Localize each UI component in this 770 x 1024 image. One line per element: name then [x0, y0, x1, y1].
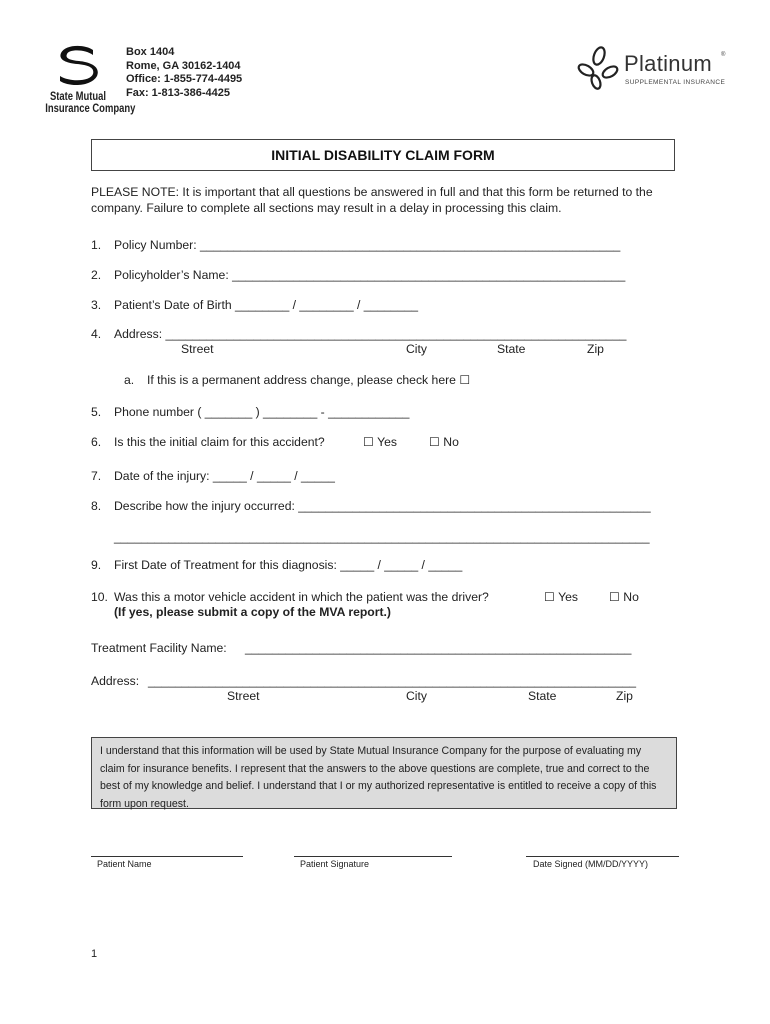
platinum-logo: [576, 46, 728, 90]
platinum-flower-icon: [576, 46, 622, 90]
date-signed-label: Date Signed (MM/DD/YYYY): [533, 859, 649, 869]
question-phone-number[interactable]: [91, 405, 409, 419]
mva-yes-checkbox[interactable]: ☐ Yes: [544, 590, 578, 604]
state-mutual-s-icon: [55, 44, 101, 86]
patient-name-line[interactable]: [91, 856, 243, 857]
question-text: Describe how the injury occurred: ____________________________________________________: [114, 499, 651, 513]
patient-signature-line[interactable]: [294, 856, 452, 857]
address-street-label: Street: [181, 342, 214, 356]
date-signed-line[interactable]: [526, 856, 679, 857]
address-state-label: State: [497, 342, 526, 356]
question-motor-vehicle-accident: [91, 590, 489, 604]
address-line: Fax: 1-813-386-4425: [126, 86, 230, 99]
question-text: If this is a permanent address change, please check here ☐: [147, 373, 471, 387]
platinum-tagline: SUPPLEMENTAL INSURANCE: [625, 79, 726, 86]
question-injury-description[interactable]: [91, 499, 651, 513]
address-city-label: City: [406, 342, 427, 356]
facility-state-label: State: [528, 689, 557, 703]
question-number: a.: [124, 373, 135, 387]
mva-no-checkbox[interactable]: ☐ No: [609, 590, 639, 604]
question-policyholder-name[interactable]: [91, 268, 625, 282]
question-number: 3.: [91, 298, 102, 312]
question-number: 5.: [91, 405, 102, 419]
question-number: 8.: [91, 499, 102, 513]
question-number: 6.: [91, 435, 102, 449]
company-address: [126, 46, 242, 100]
platinum-wordmark: Platinum: [624, 51, 712, 76]
consent-statement: I understand that this information will be used by State Mutual Insurance Company for the purpose of evaluating my claim for insurance benefits. I represent that the answers to the above questions are complete, true and correct to the best of my knowledge and belief. I understand that I or my authorized representative is entitled to receive a copy of this form upon request.: [91, 737, 677, 809]
initial-claim-no-checkbox[interactable]: ☐ No: [429, 435, 459, 449]
question-permanent-address-change[interactable]: [124, 373, 470, 387]
platinum-registered-mark: ®: [721, 52, 726, 58]
page-number: 1: [91, 948, 98, 960]
state-mutual-name-line1: State Mutual: [49, 91, 107, 103]
question-policy-number[interactable]: [91, 238, 620, 252]
question-number: 7.: [91, 469, 102, 483]
address-line: Rome, GA 30162-1404: [126, 59, 241, 72]
question-number: 9.: [91, 558, 102, 572]
initial-claim-yes-checkbox[interactable]: ☐ Yes: [363, 435, 397, 449]
please-note-paragraph: PLEASE NOTE: It is important that all questions be answered in full and that this form be returned to the company. Failure to complete all sections may result in a delay in processing this claim.: [91, 185, 653, 215]
question-first-treatment-date[interactable]: [91, 558, 462, 572]
facility-address-input[interactable]: ________________________________________________________________________: [148, 674, 637, 688]
question-text: Date of the injury: _____ / _____ / _____: [114, 469, 335, 483]
question-text: Patient’s Date of Birth ________ / ________ / ________: [114, 298, 419, 312]
question-text: Phone number ( _______ ) ________ - ____________: [114, 405, 410, 419]
injury-description-line-2[interactable]: _______________________________________________________________________________: [114, 530, 650, 544]
mva-report-note: (If yes, please submit a copy of the MVA report.): [114, 605, 391, 619]
question-number: 1.: [91, 238, 102, 252]
state-mutual-name-line2: Insurance Company: [45, 103, 136, 115]
question-text: Was this a motor vehicle accident in which the patient was the driver?: [114, 590, 489, 604]
treatment-facility-label: Treatment Facility Name:: [91, 641, 227, 655]
facility-street-label: Street: [227, 689, 260, 703]
address-line: Box 1404: [126, 46, 175, 58]
address-line: Office: 1-855-774-4495: [126, 73, 243, 85]
question-number: 4.: [91, 327, 102, 341]
question-date-of-injury[interactable]: [91, 469, 335, 483]
question-text: Policy Number: ______________________________________________________________: [114, 238, 621, 252]
treatment-facility-input[interactable]: _________________________________________________________: [245, 641, 632, 655]
question-initial-claim: [91, 435, 325, 449]
question-text: Policyholder’s Name: __________________________________________________________: [114, 268, 626, 282]
question-number: 10.: [91, 590, 108, 604]
address-zip-label: Zip: [587, 342, 604, 356]
form-title: INITIAL DISABILITY CLAIM FORM: [91, 139, 675, 171]
patient-name-label: Patient Name: [97, 859, 152, 869]
state-mutual-logo: [38, 44, 136, 115]
patient-signature-label: Patient Signature: [300, 859, 370, 869]
question-date-of-birth[interactable]: [91, 298, 418, 312]
facility-city-label: City: [406, 689, 427, 703]
question-number: 2.: [91, 268, 102, 282]
question-text: First Date of Treatment for this diagnosis: _____ / _____ / _____: [114, 558, 463, 572]
facility-zip-label: Zip: [616, 689, 633, 703]
question-text: Is this the initial claim for this accident?: [114, 435, 325, 449]
question-text: Address: ____________________________________________________________________: [114, 327, 627, 341]
facility-address-label: Address:: [91, 674, 140, 688]
question-address[interactable]: [91, 327, 626, 341]
